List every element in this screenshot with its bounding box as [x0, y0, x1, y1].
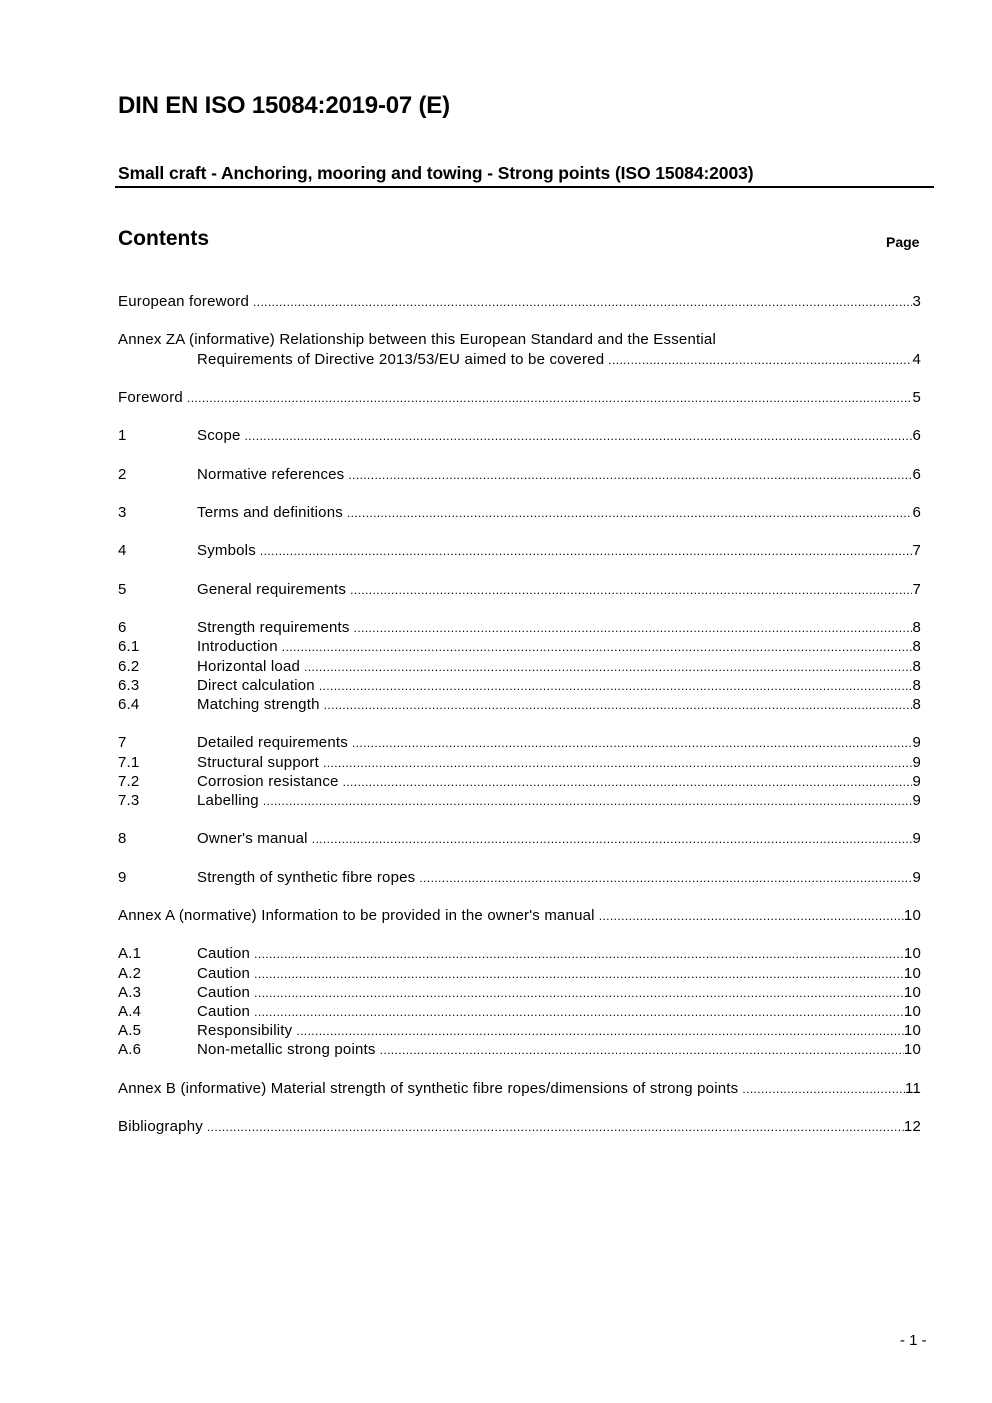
- toc-entry[interactable]: [118, 983, 921, 1002]
- toc-entry-page: 10: [903, 1002, 921, 1020]
- toc-leader-dots: [599, 907, 904, 925]
- toc-entry[interactable]: [118, 906, 921, 925]
- toc-entry-title: Detailed requirements: [197, 734, 348, 752]
- toc-entry-number: 6.1: [118, 638, 140, 656]
- toc-entry-number: 8: [118, 830, 127, 848]
- toc-entry[interactable]: [118, 637, 921, 656]
- toc-entry-number: 6.3: [118, 676, 140, 694]
- toc-leader-dots: [207, 1118, 904, 1136]
- toc-leader-dots: [348, 466, 912, 484]
- toc-entry[interactable]: [118, 695, 921, 714]
- document-subtitle: Small craft - Anchoring, mooring and towing - Strong points (ISO 15084:2003): [118, 163, 754, 183]
- toc-leader-dots: [254, 945, 904, 963]
- toc-entry-page: 3: [912, 293, 921, 310]
- toc-leader-dots: [343, 773, 913, 791]
- toc-entry-page: 8: [912, 638, 921, 656]
- toc-entry-title: Symbols: [197, 542, 256, 560]
- toc-entry-page: 9: [912, 734, 921, 752]
- toc-leader-dots: [608, 351, 912, 369]
- toc-entry[interactable]: [118, 1079, 921, 1098]
- toc-entry-number: 3: [118, 504, 127, 522]
- toc-leader-dots: [304, 658, 912, 676]
- toc-entry-number: 7.3: [118, 791, 140, 809]
- toc-entry[interactable]: [118, 829, 921, 848]
- toc-entry[interactable]: [118, 1117, 921, 1136]
- toc-leader-dots: [354, 619, 913, 637]
- toc-entry-title: Foreword: [118, 388, 183, 406]
- toc-leader-dots: [254, 965, 904, 983]
- toc-entry[interactable]: [118, 753, 921, 772]
- toc-entry-number: 6.2: [118, 657, 140, 675]
- toc-entry-page: 8: [912, 676, 921, 694]
- toc-entry-title: Strength requirements: [197, 619, 350, 637]
- toc-entry[interactable]: [118, 772, 921, 791]
- toc-entry-title: Annex ZA (informative) Relationship between this European Standard and the Essential: [118, 331, 716, 349]
- toc-entry[interactable]: [118, 503, 921, 522]
- toc-entry[interactable]: [118, 791, 921, 810]
- toc-entry-title: Corrosion resistance: [197, 772, 339, 790]
- toc-entry[interactable]: [118, 292, 921, 311]
- toc-entry-page: 6: [912, 465, 921, 483]
- toc-leader-dots: [254, 1003, 904, 1021]
- toc-entry-title: Non-metallic strong points: [197, 1041, 376, 1059]
- table-of-contents: [118, 292, 921, 1136]
- toc-entry-title: Caution: [197, 983, 251, 1001]
- toc-entry-title-continuation: Requirements of Directive 2013/53/EU aimed to be covered: [197, 350, 605, 368]
- toc-entry[interactable]: [118, 868, 921, 887]
- toc-entry-number: 1: [118, 427, 127, 445]
- toc-entry-page: 8: [912, 619, 921, 637]
- toc-entry[interactable]: [118, 330, 921, 349]
- toc-entry-page: 10: [903, 907, 921, 924]
- toc-entry[interactable]: [118, 541, 921, 560]
- toc-entry[interactable]: [118, 944, 921, 963]
- toc-entry-number: 4: [118, 542, 127, 560]
- toc-entry-page: 6: [912, 427, 921, 445]
- toc-leader-dots: [347, 504, 913, 522]
- toc-entry-number: A.3: [118, 983, 142, 1001]
- toc-entry-page: 12: [903, 1118, 921, 1136]
- toc-entry-number: 6: [118, 619, 127, 637]
- toc-leader-dots: [254, 984, 904, 1002]
- toc-entry-number: 9: [118, 868, 127, 886]
- toc-leader-dots: [187, 389, 912, 407]
- toc-leader-dots: [312, 830, 913, 848]
- toc-entry-title: Scope: [197, 427, 241, 445]
- toc-entry-page: 8: [912, 695, 921, 713]
- toc-leader-dots: [419, 869, 912, 887]
- toc-entry-number: A.5: [118, 1022, 142, 1040]
- document-title: DIN EN ISO 15084:2019-07 (E): [118, 92, 450, 119]
- toc-entry[interactable]: [118, 964, 921, 983]
- toc-entry-number: 5: [118, 580, 127, 598]
- toc-leader-dots: [263, 792, 913, 810]
- toc-entry-title: Introduction: [197, 638, 278, 656]
- toc-leader-dots: [319, 677, 913, 695]
- toc-entry[interactable]: [118, 1021, 921, 1040]
- toc-entry-number: A.2: [118, 964, 142, 982]
- toc-leader-dots: [282, 638, 913, 656]
- toc-leader-dots: [350, 581, 912, 599]
- toc-entry-title: Labelling: [197, 791, 259, 809]
- subtitle-rule: [115, 186, 934, 188]
- toc-leader-dots: [253, 293, 912, 311]
- toc-entry-title: Terms and definitions: [197, 504, 343, 522]
- toc-entry-number: 6.4: [118, 695, 140, 713]
- toc-entry-title: Responsibility: [197, 1022, 293, 1040]
- toc-entry-page: 8: [912, 657, 921, 675]
- toc-entry-title: Annex B (informative) Material strength of synthetic fibre ropes/dimensions of strong points: [118, 1079, 739, 1097]
- toc-entry[interactable]: [118, 733, 921, 752]
- toc-entry[interactable]: [118, 676, 921, 695]
- toc-entry-page: 4: [912, 350, 921, 368]
- toc-entry-title: Bibliography: [118, 1118, 203, 1136]
- toc-leader-dots: [296, 1022, 904, 1040]
- toc-entry-number: 7.2: [118, 772, 140, 790]
- toc-entry-page: 9: [912, 753, 921, 771]
- toc-entry-page: 7: [912, 542, 921, 560]
- toc-leader-dots: [352, 734, 913, 752]
- toc-entry-page: 10: [903, 945, 921, 963]
- toc-entry[interactable]: [118, 1002, 921, 1021]
- toc-entry-page: 10: [903, 1022, 921, 1040]
- toc-entry-page: 6: [912, 504, 921, 522]
- toc-entry[interactable]: [118, 580, 921, 599]
- toc-entry-title: Strength of synthetic fibre ropes: [197, 868, 416, 886]
- toc-entry[interactable]: [118, 618, 921, 637]
- toc-entry-page: 10: [903, 1041, 921, 1059]
- toc-entry-title: Direct calculation: [197, 676, 315, 694]
- toc-entry[interactable]: [118, 388, 921, 407]
- toc-leader-dots: [260, 542, 913, 560]
- toc-entry-title: Horizontal load: [197, 657, 301, 675]
- toc-entry-number: 7.1: [118, 753, 140, 771]
- toc-entry-number: 7: [118, 734, 127, 752]
- toc-entry-title: Annex A (normative) Information to be provided in the owner's manual: [118, 907, 595, 924]
- toc-entry-title: Normative references: [197, 465, 345, 483]
- toc-entry-page: 10: [903, 964, 921, 982]
- toc-leader-dots: [742, 1080, 905, 1098]
- toc-entry[interactable]: [118, 657, 921, 676]
- toc-entry-page: 10: [903, 983, 921, 1001]
- contents-heading: Contents: [118, 227, 209, 250]
- toc-entry-title: Structural support: [197, 753, 319, 771]
- toc-entry-number: A.4: [118, 1002, 142, 1020]
- toc-entry-number: 2: [118, 465, 127, 483]
- toc-entry-title: Caution: [197, 945, 251, 963]
- toc-entry-page: 9: [912, 830, 921, 848]
- toc-entry[interactable]: [118, 426, 921, 445]
- toc-leader-dots: [380, 1041, 904, 1059]
- toc-entry-page: 7: [912, 580, 921, 598]
- toc-entry-title: Matching strength: [197, 695, 320, 713]
- toc-entry-page: 9: [912, 791, 921, 809]
- toc-entry-title: General requirements: [197, 580, 347, 598]
- toc-entry-page: 9: [912, 868, 921, 886]
- toc-entry[interactable]: [118, 1040, 921, 1059]
- toc-entry-page: 11: [905, 1079, 921, 1097]
- toc-entry-title: Caution: [197, 964, 251, 982]
- toc-entry-title: European foreword: [118, 293, 249, 310]
- toc-leader-dots: [245, 427, 913, 445]
- toc-entry-number: A.1: [118, 945, 142, 963]
- toc-leader-dots: [323, 754, 912, 772]
- toc-leader-dots: [324, 696, 913, 714]
- toc-entry-title: Caution: [197, 1002, 251, 1020]
- page-number: - 1 -: [900, 1332, 927, 1349]
- page-column-label: Page: [886, 234, 920, 250]
- toc-entry-continuation: [118, 350, 921, 369]
- toc-entry-number: A.6: [118, 1041, 142, 1059]
- toc-entry[interactable]: [118, 465, 921, 484]
- toc-entry-title: Owner's manual: [197, 830, 308, 848]
- toc-entry-page: 5: [912, 388, 921, 406]
- toc-entry-page: 9: [912, 772, 921, 790]
